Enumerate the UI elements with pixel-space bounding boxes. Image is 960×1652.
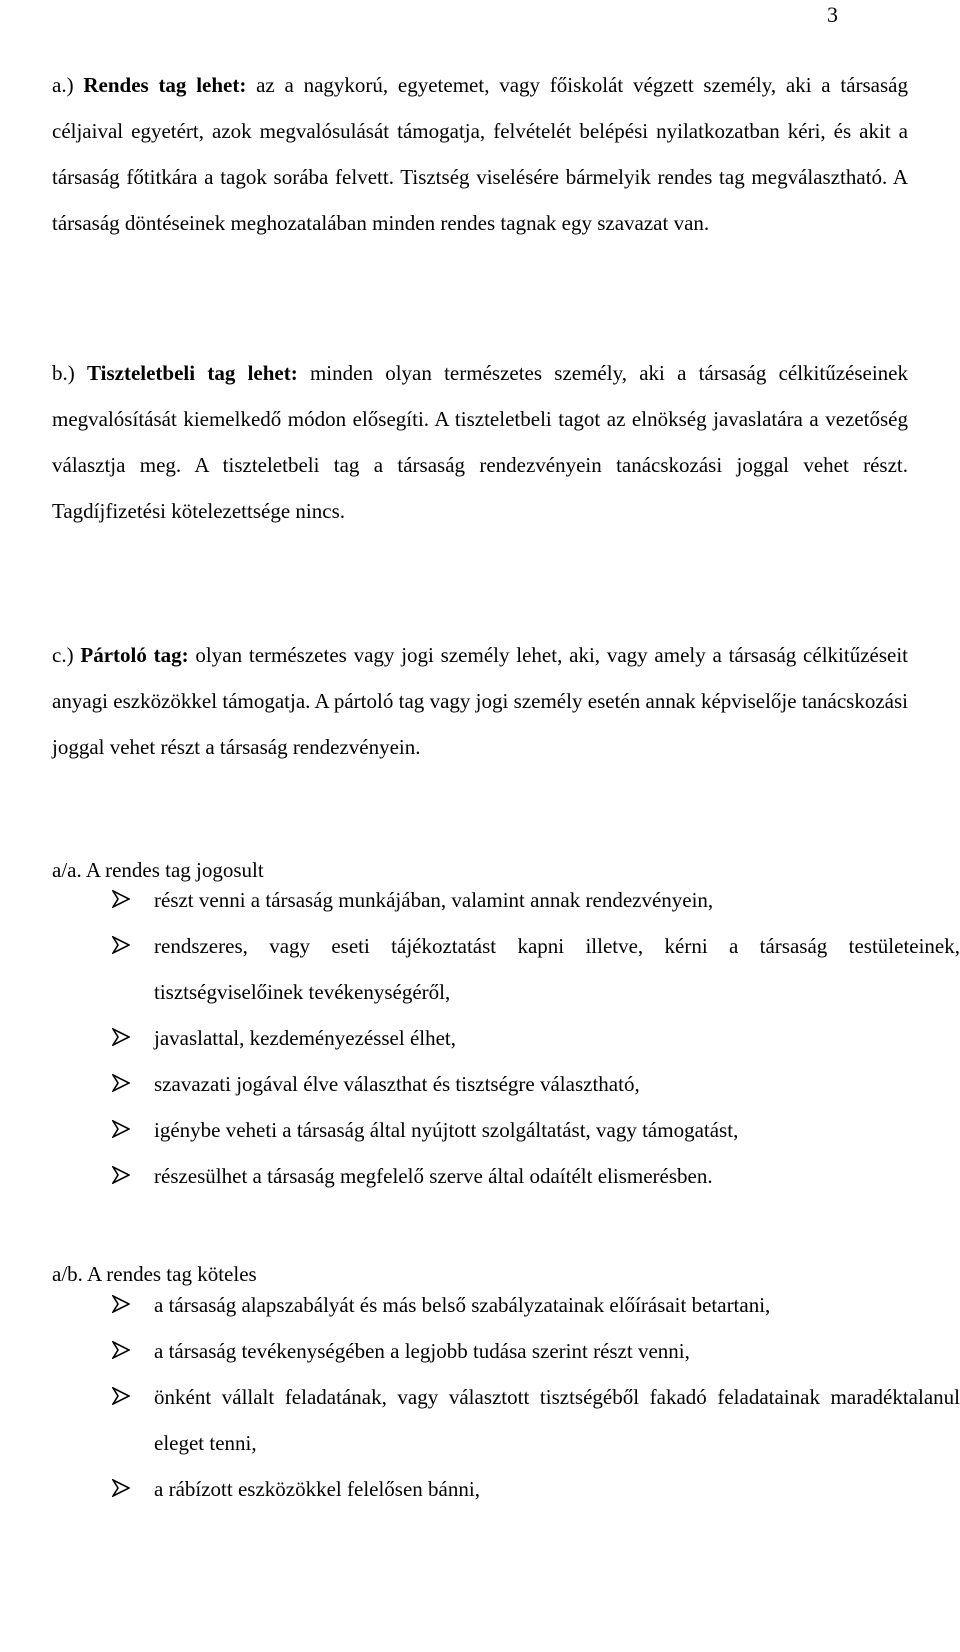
list-item: [112, 1015, 960, 1061]
list-item: [112, 1061, 960, 1107]
page-number: 3: [827, 2, 838, 27]
paragraph-marker: c.): [52, 643, 74, 667]
list-item-text: rendszeres, vagy eseti tájékoztatást kapni illetve, kérni a társaság testületeinek, tisztségviselőinek tevékenységéről,: [154, 934, 960, 1004]
arrow-bullet-icon: [112, 1374, 136, 1420]
paragraph-honorary-member: [52, 350, 908, 534]
list-item: [112, 1374, 960, 1466]
list-item-text: a társaság alapszabályát és más belső szabályzatainak előírásait betartani,: [154, 1293, 771, 1317]
arrow-bullet-icon: [112, 1061, 136, 1107]
list-item-text: részesülhet a társaság megfelelő szerve által odaítélt elismerésben.: [154, 1164, 713, 1188]
rights-list: [112, 877, 960, 1199]
paragraph-term: Rendes tag lehet:: [83, 73, 247, 97]
paragraph-text: olyan természetes vagy jogi személy lehet, aki, vagy amely a társaság célkitűzéseit anyagi eszközökkel támogatja. A pártoló tag vagy jogi személy esetén annak képviselője tanácskozási joggal vehet részt a társaság rendezvényein.: [52, 643, 909, 759]
list-item-text: a társaság tevékenységében a legjobb tudása szerint részt venni,: [154, 1339, 690, 1363]
list-item: [112, 1466, 960, 1512]
duties-list: [112, 1282, 960, 1512]
list-item: [112, 923, 960, 1015]
list-item: [112, 1153, 960, 1199]
arrow-bullet-icon: [112, 1282, 136, 1328]
list-item-text: a rábízott eszközökkel felelősen bánni,: [154, 1477, 480, 1501]
paragraph-supporting-member: [52, 632, 908, 770]
paragraph-term: Tiszteletbeli tag lehet:: [87, 361, 298, 385]
list-item: [112, 877, 960, 923]
paragraph-regular-member: [52, 62, 908, 246]
arrow-bullet-icon: [112, 1107, 136, 1153]
paragraph-text: az a nagykorú, egyetemet, vagy főiskolát végzett személy, aki a társaság céljaival egyetért, azok megvalósulását támogatja, felvételét belépési nyilatkozatban kéri, és akit a társaság főtitkára a tagok sorába felvett. Tisztség viselésére bármelyik rendes tag megválasztható. A társaság döntéseinek meghozatalában minden rendes tagnak egy szavazat van.: [52, 73, 908, 235]
arrow-bullet-icon: [112, 1153, 136, 1199]
arrow-bullet-icon: [112, 877, 136, 923]
paragraph-text: minden olyan természetes személy, aki a társaság célkitűzéseinek megvalósítását kiemelkedő módon elősegíti. A tiszteletbeli tagot az elnökség javaslatára a vezetőség választja meg. A tiszteletbeli tag a társaság rendezvényein tanácskozási joggal vehet részt. Tagdíjfizetési kötelezettsége nincs.: [52, 361, 908, 523]
arrow-bullet-icon: [112, 1328, 136, 1374]
list-item: [112, 1107, 960, 1153]
arrow-bullet-icon: [112, 1466, 136, 1512]
paragraph-marker: a.): [52, 73, 74, 97]
list-item: [112, 1328, 960, 1374]
arrow-bullet-icon: [112, 923, 136, 969]
paragraph-marker: b.): [52, 361, 75, 385]
list-item-text: részt venni a társaság munkájában, valamint annak rendezvényein,: [154, 888, 714, 912]
arrow-bullet-icon: [112, 1015, 136, 1061]
duties-heading: a/b. A rendes tag köteles: [52, 1262, 257, 1286]
paragraph-term: Pártoló tag:: [80, 643, 189, 667]
list-item-text: önként vállalt feladatának, vagy választott tisztségéből fakadó feladatainak maradéktalanul eleget tenni,: [154, 1385, 960, 1455]
list-item-text: igénybe veheti a társaság által nyújtott szolgáltatást, vagy támogatást,: [154, 1118, 739, 1142]
list-item: [112, 1282, 960, 1328]
rights-heading: a/a. A rendes tag jogosult: [52, 858, 264, 882]
list-item-text: szavazati jogával élve választhat és tisztségre választható,: [154, 1072, 640, 1096]
list-item-text: javaslattal, kezdeményezéssel élhet,: [154, 1026, 457, 1050]
